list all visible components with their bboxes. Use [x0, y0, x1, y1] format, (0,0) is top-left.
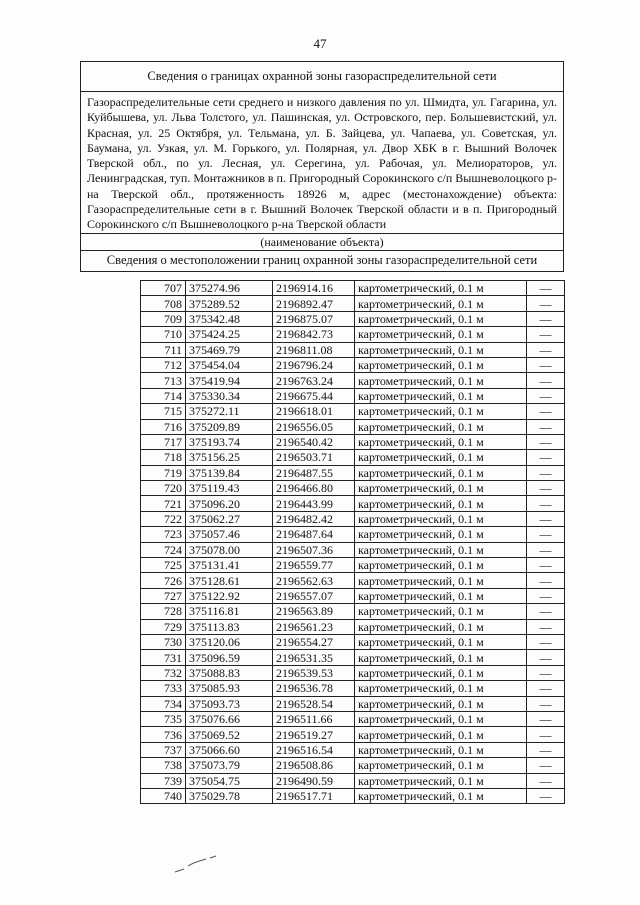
y-coordinate-cell: 2196554.27 — [273, 634, 355, 649]
table-row — [141, 773, 565, 788]
x-coordinate-cell: 375088.83 — [186, 665, 273, 680]
description-cell: — — [527, 327, 565, 342]
x-coordinate-cell: 375209.89 — [186, 419, 273, 434]
table-row — [141, 465, 565, 480]
y-coordinate-cell: 2196536.78 — [273, 681, 355, 696]
description-cell: — — [527, 788, 565, 803]
description-cell: — — [527, 558, 565, 573]
table-row — [141, 665, 565, 680]
y-coordinate-cell: 2196559.77 — [273, 558, 355, 573]
y-coordinate-cell: 2196561.23 — [273, 619, 355, 634]
y-coordinate-cell: 2196557.07 — [273, 588, 355, 603]
table-row — [141, 527, 565, 542]
point-number-cell: 734 — [141, 696, 186, 711]
description-cell: — — [527, 650, 565, 665]
description-cell: — — [527, 588, 565, 603]
description-cell: — — [527, 681, 565, 696]
point-number-cell: 720 — [141, 481, 186, 496]
method-accuracy-cell: картометрический, 0.1 м — [355, 573, 527, 588]
point-number-cell: 728 — [141, 604, 186, 619]
method-accuracy-cell: картометрический, 0.1 м — [355, 496, 527, 511]
point-number-cell: 718 — [141, 450, 186, 465]
y-coordinate-cell: 2196508.86 — [273, 758, 355, 773]
x-coordinate-cell: 375078.00 — [186, 542, 273, 557]
point-number-cell: 726 — [141, 573, 186, 588]
table-row — [141, 558, 565, 573]
point-number-cell: 723 — [141, 527, 186, 542]
table-row — [141, 434, 565, 449]
method-accuracy-cell: картометрический, 0.1 м — [355, 558, 527, 573]
point-number-cell: 736 — [141, 727, 186, 742]
y-coordinate-cell: 2196842.73 — [273, 327, 355, 342]
table-row — [141, 404, 565, 419]
y-coordinate-cell: 2196675.44 — [273, 388, 355, 403]
x-coordinate-cell: 375093.73 — [186, 696, 273, 711]
y-coordinate-cell: 2196487.55 — [273, 465, 355, 480]
method-accuracy-cell: картометрический, 0.1 м — [355, 527, 527, 542]
table-row — [141, 327, 565, 342]
method-accuracy-cell: картометрический, 0.1 м — [355, 281, 527, 296]
method-accuracy-cell: картометрический, 0.1 м — [355, 542, 527, 557]
description-cell: — — [527, 419, 565, 434]
x-coordinate-cell: 375274.96 — [186, 281, 273, 296]
point-number-cell: 708 — [141, 296, 186, 311]
y-coordinate-cell: 2196511.66 — [273, 711, 355, 726]
point-number-cell: 740 — [141, 788, 186, 803]
description-cell: — — [527, 342, 565, 357]
y-coordinate-cell: 2196892.47 — [273, 296, 355, 311]
method-accuracy-cell: картометрический, 0.1 м — [355, 665, 527, 680]
object-description: Газораспределительные сети среднего и низкого давления по ул. Шмидта, ул. Гагарина, ул. Куйбышева, ул. Льва Толстого, ул. Пашинская, ул. Островского, пер. Большевистский, ул. Красная, ул. 25 Октября, ул. Тельмана, ул. Б. Зайцева, ул. Чапаева, ул. Советская, ул. Баумана, ул. Узкая, ул. М. Горького, ул. Полярная, ул. Двор ХБК в г. Вышний Волочек Тверской обл., по ул. Лесная, ул. Серегина, ул. Рабочая, ул. Мелиораторов, ул. Ленинградская, туп. Монтажников в п. Пригородный Сорокинского с/п Вышневолоцкого р-на Тверской обл., протяженность 18926 м, адрес (местонахождение) объекта: Газораспределительные сети в г. Вышний Волочек Тверской области и в п. Пригородный Сорокинского с/п Вышневолоцкого р-на Тверской области — [81, 92, 563, 234]
method-accuracy-cell: картометрический, 0.1 м — [355, 619, 527, 634]
table-row — [141, 496, 565, 511]
y-coordinate-cell: 2196519.27 — [273, 727, 355, 742]
table-row — [141, 619, 565, 634]
y-coordinate-cell: 2196466.80 — [273, 481, 355, 496]
section-title: Сведения о границах охранной зоны газораспределительной сети — [81, 62, 563, 92]
point-number-cell: 717 — [141, 434, 186, 449]
point-number-cell: 725 — [141, 558, 186, 573]
description-cell: — — [527, 357, 565, 372]
method-accuracy-cell: картометрический, 0.1 м — [355, 511, 527, 526]
description-cell: — — [527, 373, 565, 388]
point-number-cell: 731 — [141, 650, 186, 665]
x-coordinate-cell: 375116.81 — [186, 604, 273, 619]
table-row — [141, 342, 565, 357]
point-number-cell: 738 — [141, 758, 186, 773]
x-coordinate-cell: 375096.59 — [186, 650, 273, 665]
table-row — [141, 696, 565, 711]
x-coordinate-cell: 375131.41 — [186, 558, 273, 573]
table-row — [141, 758, 565, 773]
x-coordinate-cell: 375120.06 — [186, 634, 273, 649]
method-accuracy-cell: картометрический, 0.1 м — [355, 373, 527, 388]
point-number-cell: 712 — [141, 357, 186, 372]
description-cell: — — [527, 404, 565, 419]
table-row — [141, 588, 565, 603]
x-coordinate-cell: 375272.11 — [186, 404, 273, 419]
table-row — [141, 296, 565, 311]
point-number-cell: 739 — [141, 773, 186, 788]
pen-mark-scribble — [170, 850, 230, 880]
y-coordinate-cell: 2196443.99 — [273, 496, 355, 511]
coordinates-table — [140, 280, 565, 804]
y-coordinate-cell: 2196516.54 — [273, 742, 355, 757]
x-coordinate-cell: 375330.34 — [186, 388, 273, 403]
table-row — [141, 650, 565, 665]
y-coordinate-cell: 2196796.24 — [273, 357, 355, 372]
x-coordinate-cell: 375424.25 — [186, 327, 273, 342]
point-number-cell: 722 — [141, 511, 186, 526]
x-coordinate-cell: 375419.94 — [186, 373, 273, 388]
point-number-cell: 727 — [141, 588, 186, 603]
location-subtitle: Сведения о местоположении границ охранной зоны газораспределительной сети — [106, 253, 538, 267]
table-row — [141, 604, 565, 619]
x-coordinate-cell: 375128.61 — [186, 573, 273, 588]
description-cell: — — [527, 604, 565, 619]
method-accuracy-cell: картометрический, 0.1 м — [355, 450, 527, 465]
method-accuracy-cell: картометрический, 0.1 м — [355, 357, 527, 372]
x-coordinate-cell: 375029.78 — [186, 788, 273, 803]
point-number-cell: 707 — [141, 281, 186, 296]
y-coordinate-cell: 2196531.35 — [273, 650, 355, 665]
method-accuracy-cell: картометрический, 0.1 м — [355, 588, 527, 603]
x-coordinate-cell: 375122.92 — [186, 588, 273, 603]
description-cell: — — [527, 696, 565, 711]
y-coordinate-cell: 2196540.42 — [273, 434, 355, 449]
x-coordinate-cell: 375156.25 — [186, 450, 273, 465]
description-cell: — — [527, 758, 565, 773]
description-cell: — — [527, 727, 565, 742]
table-row — [141, 388, 565, 403]
point-number-cell: 719 — [141, 465, 186, 480]
y-coordinate-cell: 2196556.05 — [273, 419, 355, 434]
method-accuracy-cell: картометрический, 0.1 м — [355, 465, 527, 480]
boundary-info-box — [80, 61, 564, 272]
x-coordinate-cell: 375069.52 — [186, 727, 273, 742]
x-coordinate-cell: 375119.43 — [186, 481, 273, 496]
method-accuracy-cell: картометрический, 0.1 м — [355, 681, 527, 696]
description-cell: — — [527, 496, 565, 511]
x-coordinate-cell: 375066.60 — [186, 742, 273, 757]
y-coordinate-cell: 2196503.71 — [273, 450, 355, 465]
method-accuracy-cell: картометрический, 0.1 м — [355, 727, 527, 742]
table-row — [141, 357, 565, 372]
table-row — [141, 419, 565, 434]
y-coordinate-cell: 2196811.08 — [273, 342, 355, 357]
table-row — [141, 481, 565, 496]
x-coordinate-cell: 375054.75 — [186, 773, 273, 788]
description-cell: — — [527, 281, 565, 296]
point-number-cell: 732 — [141, 665, 186, 680]
method-accuracy-cell: картометрический, 0.1 м — [355, 758, 527, 773]
point-number-cell: 730 — [141, 634, 186, 649]
y-coordinate-cell: 2196487.64 — [273, 527, 355, 542]
x-coordinate-cell: 375085.93 — [186, 681, 273, 696]
method-accuracy-cell: картометрический, 0.1 м — [355, 327, 527, 342]
x-coordinate-cell: 375113.83 — [186, 619, 273, 634]
y-coordinate-cell: 2196517.71 — [273, 788, 355, 803]
point-number-cell: 709 — [141, 311, 186, 326]
table-row — [141, 542, 565, 557]
table-row — [141, 634, 565, 649]
table-row — [141, 450, 565, 465]
table-row — [141, 742, 565, 757]
method-accuracy-cell: картометрический, 0.1 м — [355, 404, 527, 419]
y-coordinate-cell: 2196618.01 — [273, 404, 355, 419]
y-coordinate-cell: 2196507.36 — [273, 542, 355, 557]
method-accuracy-cell: картометрический, 0.1 м — [355, 711, 527, 726]
x-coordinate-cell: 375096.20 — [186, 496, 273, 511]
y-coordinate-cell: 2196914.16 — [273, 281, 355, 296]
x-coordinate-cell: 375193.74 — [186, 434, 273, 449]
method-accuracy-cell: картометрический, 0.1 м — [355, 604, 527, 619]
method-accuracy-cell: картометрический, 0.1 м — [355, 311, 527, 326]
table-row — [141, 788, 565, 803]
point-number-cell: 735 — [141, 711, 186, 726]
x-coordinate-cell: 375057.46 — [186, 527, 273, 542]
description-cell: — — [527, 434, 565, 449]
method-accuracy-cell: картометрический, 0.1 м — [355, 696, 527, 711]
method-accuracy-cell: картометрический, 0.1 м — [355, 650, 527, 665]
y-coordinate-cell: 2196875.07 — [273, 311, 355, 326]
table-row — [141, 727, 565, 742]
page-number: 47 — [313, 36, 327, 51]
description-cell: — — [527, 465, 565, 480]
description-cell: — — [527, 511, 565, 526]
method-accuracy-cell: картометрический, 0.1 м — [355, 773, 527, 788]
description-cell: — — [527, 311, 565, 326]
description-cell: — — [527, 542, 565, 557]
y-coordinate-cell: 2196563.89 — [273, 604, 355, 619]
table-row — [141, 711, 565, 726]
table-row — [141, 681, 565, 696]
x-coordinate-cell: 375062.27 — [186, 511, 273, 526]
x-coordinate-cell: 375073.79 — [186, 758, 273, 773]
y-coordinate-cell: 2196539.53 — [273, 665, 355, 680]
table-row — [141, 373, 565, 388]
point-number-cell: 737 — [141, 742, 186, 757]
description-cell: — — [527, 665, 565, 680]
description-cell: — — [527, 388, 565, 403]
point-number-cell: 710 — [141, 327, 186, 342]
description-cell: — — [527, 773, 565, 788]
x-coordinate-cell: 375076.66 — [186, 711, 273, 726]
method-accuracy-cell: картометрический, 0.1 м — [355, 434, 527, 449]
point-number-cell: 716 — [141, 419, 186, 434]
point-number-cell: 733 — [141, 681, 186, 696]
x-coordinate-cell: 375454.04 — [186, 357, 273, 372]
x-coordinate-cell: 375342.48 — [186, 311, 273, 326]
point-number-cell: 714 — [141, 388, 186, 403]
description-cell: — — [527, 296, 565, 311]
x-coordinate-cell: 375289.52 — [186, 296, 273, 311]
point-number-cell: 715 — [141, 404, 186, 419]
table-row — [141, 281, 565, 296]
method-accuracy-cell: картометрический, 0.1 м — [355, 788, 527, 803]
description-cell: — — [527, 527, 565, 542]
y-coordinate-cell: 2196490.59 — [273, 773, 355, 788]
object-name-caption: (наименование объекта) — [81, 234, 563, 251]
description-cell: — — [527, 573, 565, 588]
x-coordinate-cell: 375469.79 — [186, 342, 273, 357]
method-accuracy-cell: картометрический, 0.1 м — [355, 742, 527, 757]
method-accuracy-cell: картометрический, 0.1 м — [355, 388, 527, 403]
table-row — [141, 511, 565, 526]
method-accuracy-cell: картометрический, 0.1 м — [355, 481, 527, 496]
table-row — [141, 311, 565, 326]
point-number-cell: 724 — [141, 542, 186, 557]
description-cell: — — [527, 450, 565, 465]
method-accuracy-cell: картометрический, 0.1 м — [355, 296, 527, 311]
description-cell: — — [527, 634, 565, 649]
point-number-cell: 721 — [141, 496, 186, 511]
description-cell: — — [527, 742, 565, 757]
description-cell: — — [527, 619, 565, 634]
y-coordinate-cell: 2196482.42 — [273, 511, 355, 526]
method-accuracy-cell: картометрический, 0.1 м — [355, 342, 527, 357]
y-coordinate-cell: 2196528.54 — [273, 696, 355, 711]
y-coordinate-cell: 2196763.24 — [273, 373, 355, 388]
y-coordinate-cell: 2196562.63 — [273, 573, 355, 588]
x-coordinate-cell: 375139.84 — [186, 465, 273, 480]
coordinates-table-body — [141, 281, 565, 804]
description-cell: — — [527, 481, 565, 496]
point-number-cell: 713 — [141, 373, 186, 388]
method-accuracy-cell: картометрический, 0.1 м — [355, 634, 527, 649]
table-row — [141, 573, 565, 588]
point-number-cell: 729 — [141, 619, 186, 634]
point-number-cell: 711 — [141, 342, 186, 357]
description-cell: — — [527, 711, 565, 726]
method-accuracy-cell: картометрический, 0.1 м — [355, 419, 527, 434]
